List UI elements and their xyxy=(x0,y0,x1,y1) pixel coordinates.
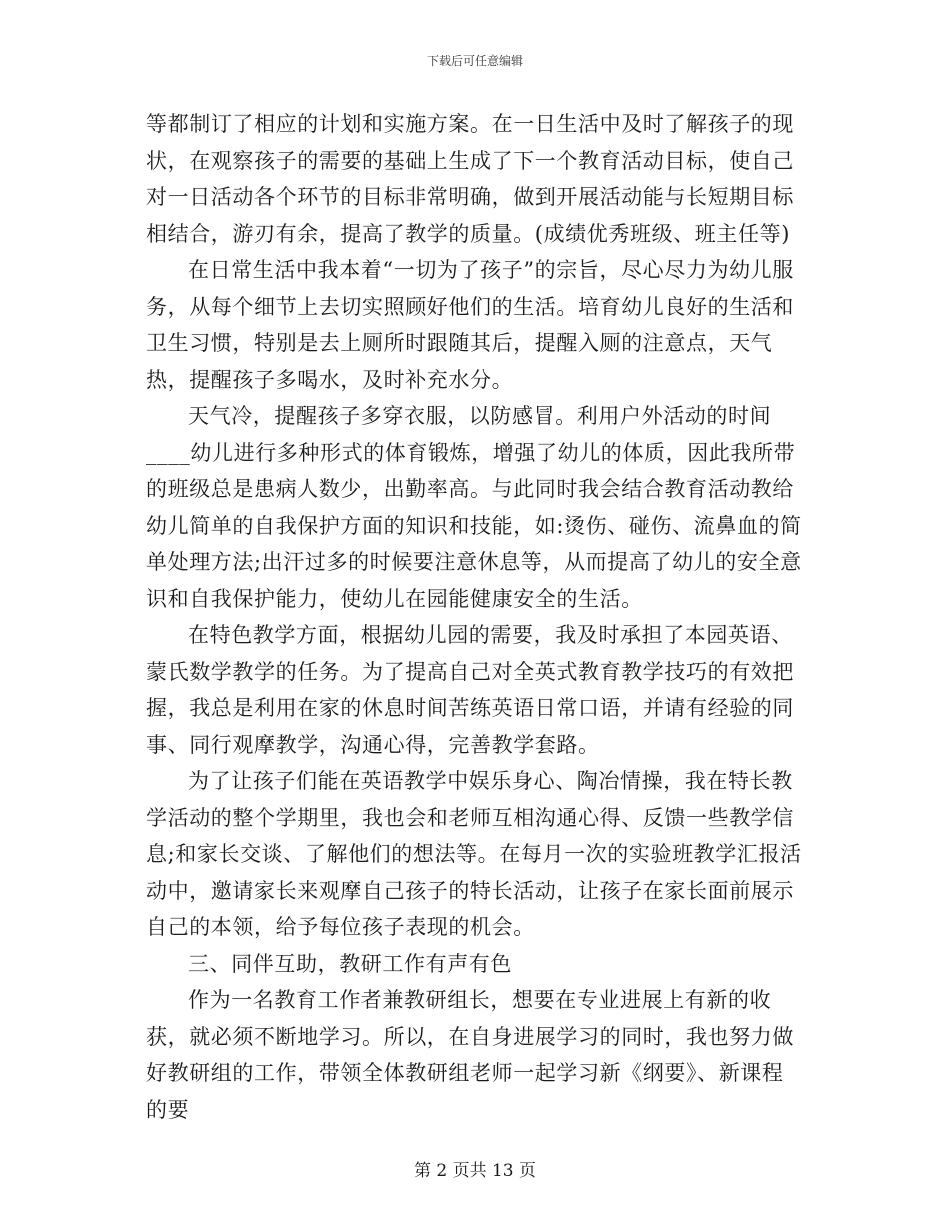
paragraph-health-safety: 天气冷，提醒孩子多穿衣服，以防感冒。利用户外活动的时间____幼儿进行多种形式的体育锻炼，增强了幼儿的体质，因此我所带的班级总是患病人数少，出勤率高。与此同时我会结合教育活动教给幼儿简单的自我保护方面的知识和技能，如:烫伤、碰伤、流鼻血的简单处理方法;出汗过多的时候要注意休息等，从而提高了幼儿的安全意识和自我保护能力，使幼儿在园能健康安全的生活。 xyxy=(146,404,802,611)
paragraph-english-teaching: 为了让孩子们能在英语教学中娱乐身心、陶冶情操，我在特长教学活动的整个学期里，我也会和老师互相沟通心得、反馈一些教学信息;和家长交谈、了解他们的想法等。在每月一次的实验班教学汇报活动中，邀请家长来观摩自己孩子的特长活动，让孩子在家长面前展示自己的本领，给予每位孩子表现的机会。 xyxy=(146,769,802,939)
paragraph-research-group: 作为一名教育工作者兼教研组长，想要在专业进展上有新的收获，就必须不断地学习。所以，在自身进展学习的同时，我也努力做好教研组的工作，带领全体教研组老师一起学习新《纲要》、新课程的要 xyxy=(146,988,794,1122)
paragraph-continuation: 等都制订了相应的计划和实施方案。在一日生活中及时了解孩子的现状，在观察孩子的需要的基础上生成了下一个教育活动目标，使自己对一日活动各个环节的目标非常明确，做到开展活动能与长短期目标相结合，游刃有余，提高了教学的质量。(成绩优秀班级、班主任等) xyxy=(146,112,794,246)
page-number: 第 2 页共 13 页 xyxy=(413,1161,537,1181)
section-heading: 三、同伴互助，教研工作有声有色 xyxy=(188,951,512,976)
document-body xyxy=(146,106,804,1128)
paragraph-daily-care: 在日常生活中我本着“一切为了孩子”的宗旨，尽心尽力为幼儿服务，从每个细节上去切实照顾好他们的生活。培育幼儿良好的生活和卫生习惯，特别是去上厕所时跟随其后，提醒入厕的注意点，天气热，提醒孩子多喝水，及时补充水分。 xyxy=(146,258,794,392)
page-header: 下载后可任意编辑 xyxy=(426,54,523,68)
paragraph-special-teaching: 在特色教学方面，根据幼儿园的需要，我及时承担了本园英语、蒙氏数学教学的任务。为了提高自己对全英式教育教学技巧的有效把握，我总是利用在家的休息时间苦练英语日常口语，并请有经验的同事、同行观摩教学，沟通心得，完善教学套路。 xyxy=(146,623,794,757)
